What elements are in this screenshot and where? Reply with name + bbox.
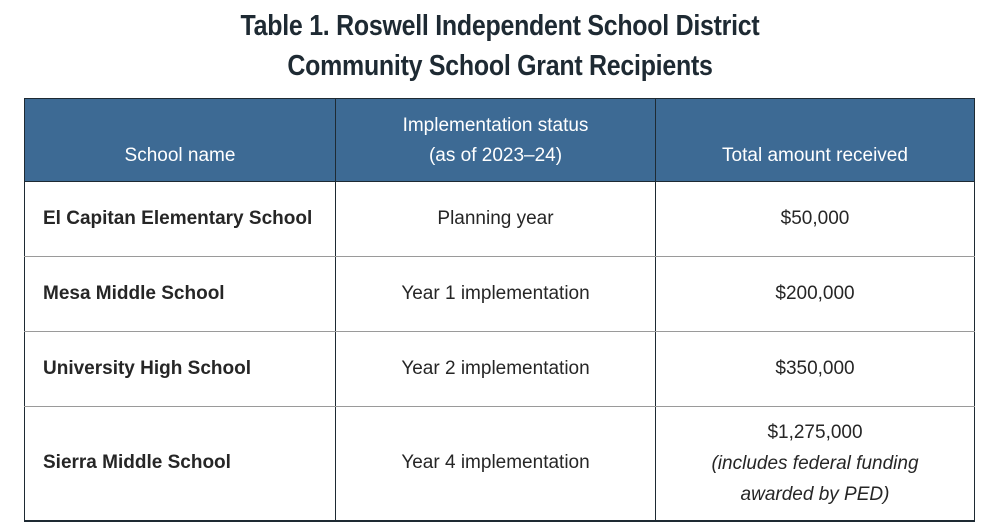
header-row — [25, 99, 975, 182]
table-row — [25, 182, 975, 257]
table-row — [25, 407, 975, 521]
header-total-amount: Total amount received — [656, 99, 975, 182]
header-status-line-2: (as of 2023–24) — [428, 145, 563, 166]
amount-cell: $350,000 — [656, 332, 975, 407]
amount-cell — [656, 407, 975, 521]
header-school-name: School name — [25, 99, 336, 182]
school-name-cell: Sierra Middle School — [25, 407, 336, 521]
status-cell: Year 1 implementation — [336, 257, 656, 332]
school-name-cell: Mesa Middle School — [25, 257, 336, 332]
amount-cell: $50,000 — [656, 182, 975, 257]
amount-value: $1,275,000 — [767, 421, 863, 443]
header-status-line-1: Implementation status — [402, 115, 589, 136]
amount-cell: $200,000 — [656, 257, 975, 332]
school-name-cell: El Capitan Elementary School — [25, 182, 336, 257]
header-implementation-status — [336, 99, 656, 182]
school-name-cell: University High School — [25, 332, 336, 407]
title-line-1: Table 1. Roswell Independent School District — [240, 10, 760, 42]
status-cell: Year 4 implementation — [336, 407, 656, 521]
status-cell: Year 2 implementation — [336, 332, 656, 407]
grant-recipients-table — [24, 98, 975, 522]
table-title — [70, 6, 930, 86]
table-row — [25, 257, 975, 332]
title-line-2: Community School Grant Recipients — [287, 50, 713, 82]
status-cell: Planning year — [336, 182, 656, 257]
amount-note-line-2: awarded by PED) — [740, 483, 890, 505]
table-row — [25, 332, 975, 407]
amount-note-line-1: (includes federal funding — [711, 452, 919, 474]
